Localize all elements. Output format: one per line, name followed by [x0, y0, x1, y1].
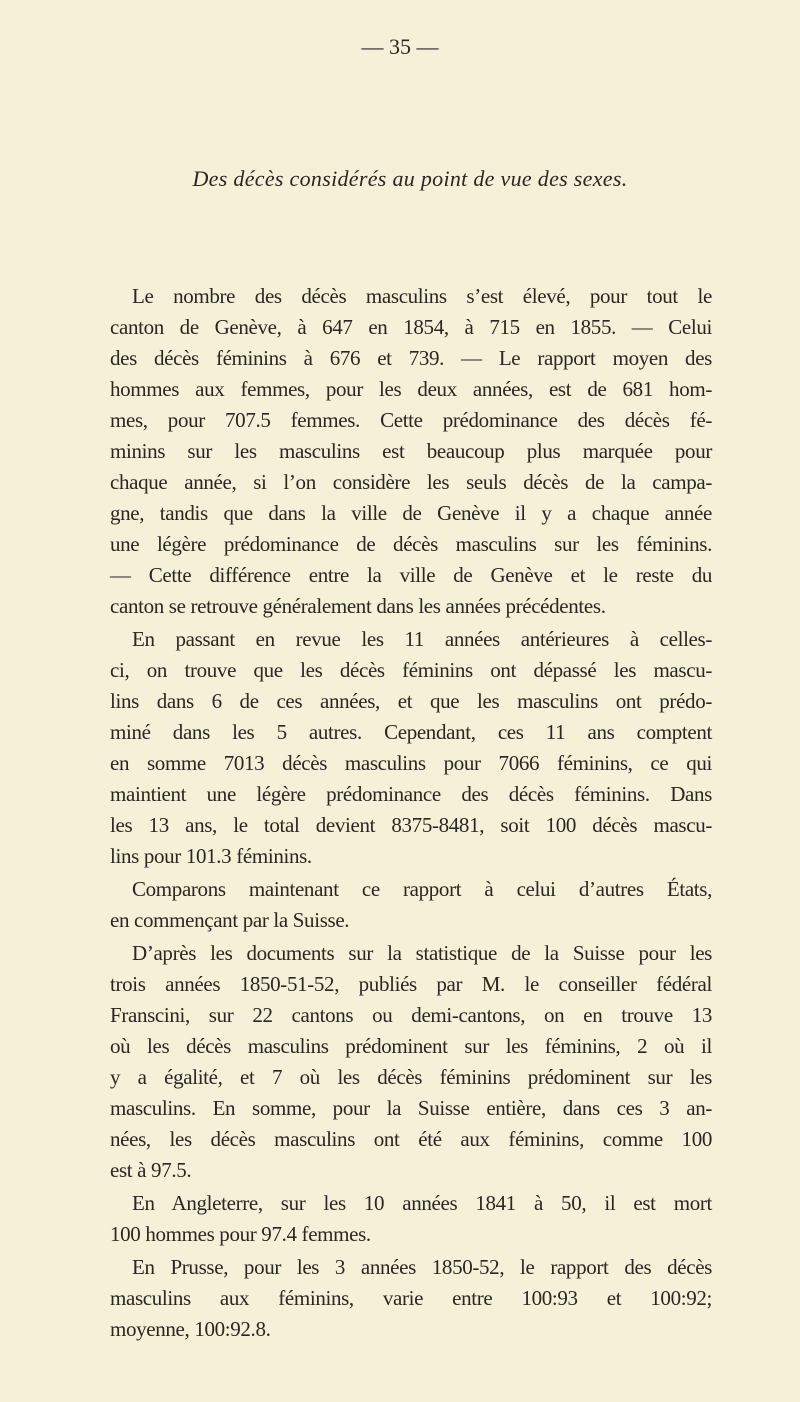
text-line: gne, tandis que dans la ville de Genève il y a chaque année — [110, 501, 712, 525]
text-line: trois années 1850-51-52, publiés par M. le conseiller fédéral — [110, 972, 712, 996]
paragraph — [110, 281, 712, 622]
text-line: canton de Genève, à 647 en 1854, à 715 en 1855. — Celui — [110, 315, 712, 339]
paragraph — [110, 1252, 712, 1345]
text-line: chaque année, si l’on considère les seuls décès de la campa- — [110, 470, 712, 494]
paragraph — [110, 624, 712, 872]
paragraph — [110, 1188, 712, 1250]
text-line: En Prusse, pour les 3 années 1850-52, le rapport des décès — [132, 1255, 712, 1279]
text-line: une légère prédominance de décès masculins sur les féminins. — [110, 532, 712, 556]
text-line: hommes aux femmes, pour les deux années, est de 681 hom- — [110, 377, 712, 401]
text-line: En passant en revue les 11 années antérieures à celles- — [132, 627, 712, 651]
body-text — [110, 281, 712, 1347]
text-line: maintient une légère prédominance des décès féminins. Dans — [110, 782, 712, 806]
text-line: lins pour 101.3 féminins. — [110, 844, 312, 868]
text-line: les 13 ans, le total devient 8375-8481, soit 100 décès mascu- — [110, 813, 712, 837]
text-line: est à 97.5. — [110, 1158, 192, 1182]
text-line: masculins aux féminins, varie entre 100:93 et 100:92; — [110, 1286, 712, 1310]
text-line: moyenne, 100:92.8. — [110, 1317, 271, 1341]
text-line: En Angleterre, sur les 10 années 1841 à 50, il est mort — [132, 1191, 712, 1215]
text-line: D’après les documents sur la statistique de la Suisse pour les — [132, 941, 712, 965]
text-line: — Cette différence entre la ville de Genève et le reste du — [110, 563, 712, 587]
text-line: en somme 7013 décès masculins pour 7066 féminins, ce qui — [110, 751, 712, 775]
text-line: Franscini, sur 22 cantons ou demi-cantons, on en trouve 13 — [110, 1003, 712, 1027]
text-line: mes, pour 707.5 femmes. Cette prédominance des décès fé- — [110, 408, 712, 432]
text-line: où les décès masculins prédominent sur les féminins, 2 où il — [110, 1034, 712, 1058]
text-line: y a égalité, et 7 où les décès féminins prédominent sur les — [110, 1065, 712, 1089]
text-line: Le nombre des décès masculins s’est élevé, pour tout le — [132, 284, 712, 308]
section-heading: Des décès considérés au point de vue des sexes. — [192, 166, 628, 191]
text-line: canton se retrouve généralement dans les années précédentes. — [110, 594, 606, 618]
paragraph — [110, 874, 712, 936]
text-line: ci, on trouve que les décès féminins ont dépassé les mascu- — [110, 658, 712, 682]
text-line: lins dans 6 de ces années, et que les masculins ont prédo- — [110, 689, 712, 713]
text-line: miné dans les 5 autres. Cependant, ces 11 ans comptent — [110, 720, 712, 744]
page-number: — 35 — — [361, 34, 439, 59]
text-line: des décès féminins à 676 et 739. — Le rapport moyen des — [110, 346, 712, 370]
text-line: minins sur les masculins est beaucoup plus marquée pour — [110, 439, 712, 463]
text-line: Comparons maintenant ce rapport à celui d’autres États, — [132, 877, 712, 901]
text-line: nées, les décès masculins ont été aux féminins, comme 100 — [110, 1127, 712, 1151]
text-line: 100 hommes pour 97.4 femmes. — [110, 1222, 371, 1246]
text-line: en commençant par la Suisse. — [110, 908, 350, 932]
text-line: masculins. En somme, pour la Suisse entière, dans ces 3 an- — [110, 1096, 712, 1120]
paragraph — [110, 938, 712, 1186]
